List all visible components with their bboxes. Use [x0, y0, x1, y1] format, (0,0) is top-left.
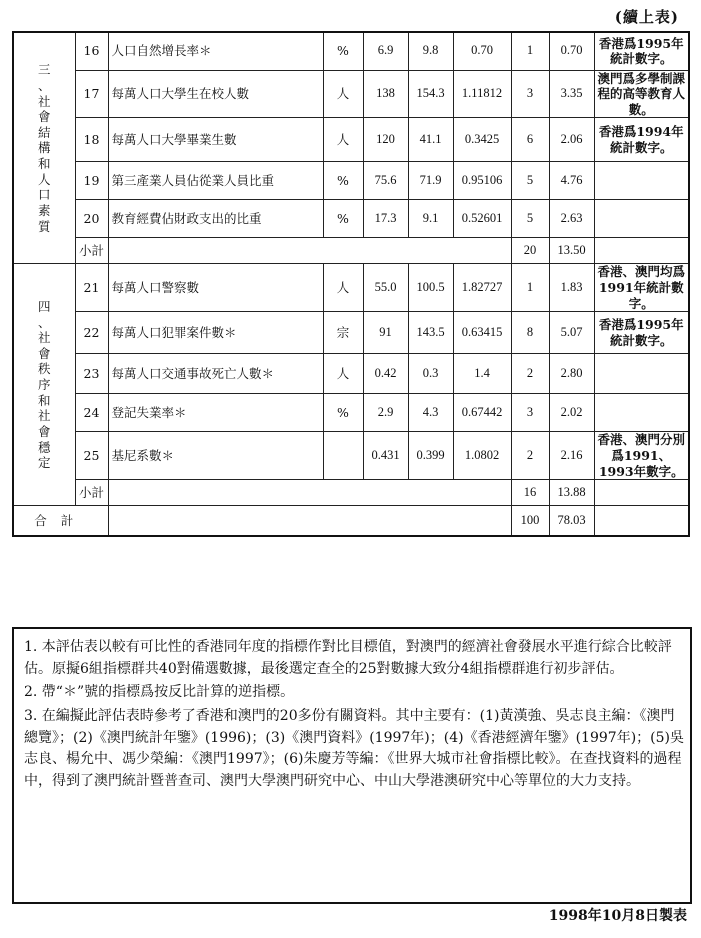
unit-cell: 人 [323, 118, 363, 162]
macau-value: 71.9 [408, 162, 453, 200]
remark-cell: 香港、澳門均爲1991年統計數字。 [594, 264, 689, 312]
group-label-char: 口 [37, 187, 51, 203]
score-value: 2.80 [549, 354, 594, 394]
total-row [13, 506, 689, 536]
macau-value: 9.8 [408, 32, 453, 70]
indicator-name: 每萬人口大學畢業生數 [108, 118, 323, 162]
group-label-char: 定 [37, 455, 51, 471]
macau-value: 100.5 [408, 264, 453, 312]
unit-cell: % [323, 162, 363, 200]
indicator-name: 教育經費佔財政支出的比重 [108, 200, 323, 238]
group-label-char: 秩 [37, 361, 51, 377]
hk-value: 91 [363, 312, 408, 354]
score-value: 4.76 [549, 162, 594, 200]
remark-cell: 香港爲1994年統計數字。 [594, 118, 689, 162]
unit-cell: 人 [323, 354, 363, 394]
unit-cell: % [323, 32, 363, 70]
group-label-char: 社 [37, 408, 51, 424]
subtotal-score: 13.88 [549, 480, 594, 506]
hk-value: 138 [363, 70, 408, 118]
score-value: 2.63 [549, 200, 594, 238]
row-number: 16 [75, 32, 108, 70]
subtotal-weight: 16 [511, 480, 549, 506]
group-label-char: 、 [37, 77, 51, 93]
remark-cell [594, 394, 689, 432]
subtotal-remark [594, 480, 689, 506]
score-value: 0.70 [549, 32, 594, 70]
ratio-value: 1.4 [453, 354, 511, 394]
weight-value: 6 [511, 118, 549, 162]
indicator-name: 基尼系數＊ [108, 432, 323, 480]
note-2: 2. 帶“＊”號的指標爲按反比計算的逆指標。 [24, 684, 295, 701]
remark-cell: 香港、澳門分別爲1991、1993年數字。 [594, 432, 689, 480]
hk-value: 2.9 [363, 394, 408, 432]
subtotal-row [13, 238, 689, 264]
remark-cell: 澳門爲多學制課程的高等教育人數。 [594, 70, 689, 118]
group-label-char: 人 [37, 171, 51, 187]
table-row [13, 394, 689, 432]
group-label-char: 質 [37, 218, 51, 234]
remark-cell [594, 162, 689, 200]
score-value: 1.83 [549, 264, 594, 312]
indicator-name: 每萬人口犯罪案件數＊ [108, 312, 323, 354]
unit-cell: % [323, 200, 363, 238]
score-value: 2.02 [549, 394, 594, 432]
unit-cell: 人 [323, 70, 363, 118]
ratio-value: 0.52601 [453, 200, 511, 238]
weight-value: 5 [511, 200, 549, 238]
ratio-value: 1.82727 [453, 264, 511, 312]
group-label-char: 和 [37, 156, 51, 171]
unit-cell: 宗 [323, 312, 363, 354]
score-value: 2.16 [549, 432, 594, 480]
remark-cell: 香港爲1995年統計數字。 [594, 32, 689, 70]
table-row [13, 312, 689, 354]
subtotal-empty [108, 480, 511, 506]
unit-cell: 人 [323, 264, 363, 312]
date-footer: 1998年10月8日製表 [548, 908, 687, 924]
weight-value: 1 [511, 264, 549, 312]
ratio-value: 0.67442 [453, 394, 511, 432]
ratio-value: 1.11812 [453, 70, 511, 118]
table-row [13, 354, 689, 394]
row-number: 25 [75, 432, 108, 480]
weight-value: 3 [511, 70, 549, 118]
macau-value: 154.3 [408, 70, 453, 118]
table-row [13, 162, 689, 200]
weight-value: 2 [511, 432, 549, 480]
unit-cell: % [323, 394, 363, 432]
ratio-value: 0.63415 [453, 312, 511, 354]
group-label-char: 結 [37, 124, 51, 140]
group-label [13, 264, 75, 506]
group-label-char: 、 [37, 314, 51, 330]
subtotal-weight: 20 [511, 238, 549, 264]
indicator-name: 人口自然增長率＊ [108, 32, 323, 70]
row-number: 17 [75, 70, 108, 118]
macau-value: 0.3 [408, 354, 453, 394]
remark-cell [594, 200, 689, 238]
note-1: 1. 本評估表以較有可比性的香港同年度的指標作對比目標值，對澳門的經濟社會發展水平進行綜合比較評估。原擬6組指標群共40對備選數據，最後選定查全的25對數據大致分4組指標群進行初步評估。 [24, 639, 672, 677]
group-label-char: 構 [37, 140, 51, 156]
indicator-name: 每萬人口警察數 [108, 264, 323, 312]
indicator-name: 登記失業率＊ [108, 394, 323, 432]
subtotal-label: 小計 [75, 238, 108, 264]
group-label-char: 和 [37, 392, 51, 408]
subtotal-row [13, 480, 689, 506]
row-number: 20 [75, 200, 108, 238]
group-label-char: 會 [37, 345, 51, 361]
score-value: 3.35 [549, 70, 594, 118]
weight-value: 8 [511, 312, 549, 354]
weight-value: 5 [511, 162, 549, 200]
ratio-value: 1.0802 [453, 432, 511, 480]
macau-value: 143.5 [408, 312, 453, 354]
group-label-char: 社 [37, 93, 51, 109]
subtotal-label: 小計 [75, 480, 108, 506]
notes-box [12, 627, 692, 904]
hk-value: 17.3 [363, 200, 408, 238]
hk-value: 0.431 [363, 432, 408, 480]
subtotal-empty [108, 238, 511, 264]
row-number: 21 [75, 264, 108, 312]
unit-cell [323, 432, 363, 480]
macau-value: 41.1 [408, 118, 453, 162]
evaluation-table [12, 31, 690, 537]
table-row [13, 118, 689, 162]
total-empty [108, 506, 511, 536]
total-remark [594, 506, 689, 536]
macau-value: 9.1 [408, 200, 453, 238]
hk-value: 6.9 [363, 32, 408, 70]
group-label [13, 32, 75, 264]
group-label-char: 會 [37, 423, 51, 439]
total-weight: 100 [511, 506, 549, 536]
hk-value: 120 [363, 118, 408, 162]
weight-value: 1 [511, 32, 549, 70]
ratio-value: 0.70 [453, 32, 511, 70]
table-row [13, 70, 689, 118]
macau-value: 4.3 [408, 394, 453, 432]
indicator-name: 每萬人口交通事故死亡人數＊ [108, 354, 323, 394]
remark-cell [594, 354, 689, 394]
weight-value: 3 [511, 394, 549, 432]
group-label-char: 四 [37, 298, 51, 314]
hk-value: 55.0 [363, 264, 408, 312]
group-label-char: 會 [37, 109, 51, 125]
table-row [13, 200, 689, 238]
row-number: 18 [75, 118, 108, 162]
weight-value: 2 [511, 354, 549, 394]
row-number: 22 [75, 312, 108, 354]
hk-value: 0.42 [363, 354, 408, 394]
ratio-value: 0.95106 [453, 162, 511, 200]
row-number: 23 [75, 354, 108, 394]
indicator-name: 每萬人口大學生在校人數 [108, 70, 323, 118]
group-label-char: 素 [37, 202, 51, 218]
total-score: 78.03 [549, 506, 594, 536]
table-row [13, 32, 689, 70]
row-number: 19 [75, 162, 108, 200]
continued-label: (續上表) [614, 8, 679, 26]
indicator-name: 第三產業人員佔從業人員比重 [108, 162, 323, 200]
subtotal-score: 13.50 [549, 238, 594, 264]
group-label-char: 穩 [37, 439, 51, 455]
note-3: 3. 在編擬此評估表時參考了香港和澳門的20多份有關資料。其中主要有：(1)黃漢強、吳志良主編：《澳門總覽》；(2)《澳門統計年鑒》(1996)；(3)《澳門資料》(1997年)；(4)《香港經濟年鑒》(1997年)；(5)吳志良、楊允中、馮少榮編：《澳門1997》；(6)朱慶芳等編：《世界大城市社會指標比較》。在查找資料的過程中，得到了澳門統計暨普查司、澳門大學澳門研究中心、中山大學港澳研究中心等單位的大力支持。 [24, 708, 684, 790]
table-row [13, 264, 689, 312]
group-label-char: 社 [37, 330, 51, 346]
total-label: 合計 [13, 506, 108, 536]
row-number: 24 [75, 394, 108, 432]
remark-cell: 香港爲1995年統計數字。 [594, 312, 689, 354]
group-label-char: 序 [37, 377, 51, 392]
macau-value: 0.399 [408, 432, 453, 480]
table-row [13, 432, 689, 480]
subtotal-remark [594, 238, 689, 264]
hk-value: 75.6 [363, 162, 408, 200]
score-value: 5.07 [549, 312, 594, 354]
ratio-value: 0.3425 [453, 118, 511, 162]
group-label-char: 三 [37, 62, 51, 78]
score-value: 2.06 [549, 118, 594, 162]
